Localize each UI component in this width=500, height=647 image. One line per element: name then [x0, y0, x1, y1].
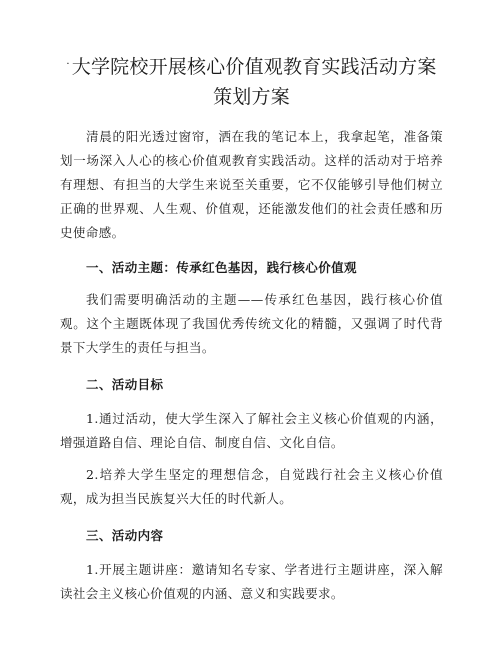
section-3-heading: 三、活动内容 [86, 528, 164, 543]
section-2-heading: 二、活动目标 [86, 377, 164, 392]
section-2-item-2: 2.培养大学生坚定的理想信念，自觉践行社会主义核心价值观，成为担当民族复兴大任的时代新人。 [60, 467, 443, 506]
section-2-item-1: 1.通过活动，使大学生深入了解社会主义核心价值观的内涵，增强道路自信、理论自信、制度自信、文化自信。 [60, 411, 443, 450]
intro-paragraph: 清晨的阳光透过窗帘，洒在我的笔记本上，我拿起笔，准备策划一场深入人心的核心价值观教育实践活动。这样的活动对于培养有理想、有担当的大学生来说至关重要，它不仅能够引导他们树立正确的世界观、人生观、价值观，还能激发他们的社会责任感和历史使命感。 [60, 129, 443, 240]
title-mark: · [66, 59, 70, 70]
section-1-heading: 一、活动主题：传承红色基因，践行核心价值观 [86, 260, 357, 275]
section-1-body: 我们需要明确活动的主题——传承红色基因，践行核心价值观。这个主题既体现了我国优秀传统文化的精髓，又强调了时代背景下大学生的责任与担当。 [60, 292, 443, 355]
title-line-2: 策划方案 [213, 86, 290, 108]
section-3-item-1: 1.开展主题讲座：邀请知名专家、学者进行主题讲座，深入解读社会主义核心价值观的内涵、意义和实践要求。 [60, 562, 443, 601]
document-title [60, 54, 443, 111]
title-line-1: 大学院校开展核心价值观教育实践活动方案 [71, 56, 437, 78]
document-page [60, 54, 443, 606]
